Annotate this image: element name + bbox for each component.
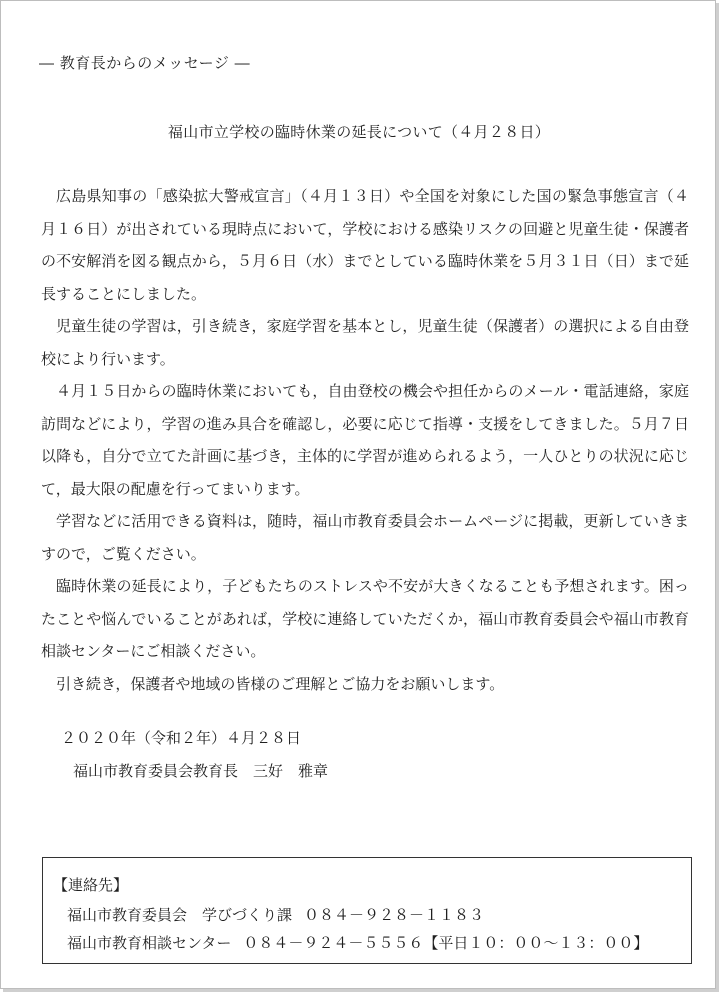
signer-name: 福山市教育委員会教育長 三好 雅章 xyxy=(73,762,329,780)
contact-line-1 xyxy=(67,904,484,925)
message-header: ― 教育長からのメッセージ ― xyxy=(39,54,251,72)
paragraph-2: 児童生徒の学習は，引き続き，家庭学習を基本とし，児童生徒（保護者）の選択による自由登校により行います。 xyxy=(41,317,689,368)
contact-line-2 xyxy=(67,932,648,953)
paragraph-3: ４月１５日からの臨時休業においても，自由登校の機会や担任からのメール・電話連絡，家庭訪問などにより，学習の進み具合を確認し，必要に応じて指導・支援をしてきました。５月７日以降も，自分で立てた計画に基づき，主体的に学習が進められるよう，一人ひとりの状況に応じて，最大限の配慮を行ってまいります。 xyxy=(41,382,689,498)
issue-date: ２０２０年（令和２年）４月２８日 xyxy=(61,729,302,747)
contact-title: 【連絡先】 xyxy=(53,876,129,894)
contact-org: 福山市教育委員会 学びづくり課 xyxy=(67,906,293,924)
paragraph-5: 臨時休業の延長により，子どもたちのストレスや不安が大きくなることも予想されます。困ったことや悩んでいることがあれば，学校に連絡していただくか，福山市教育委員会や福山市教育相談センターにご相談ください。 xyxy=(41,577,689,660)
document-title: 福山市立学校の臨時休業の延長について（４月２８日） xyxy=(167,123,551,141)
paragraph-4: 学習などに活用できる資料は，随時，福山市教育委員会ホームページに掲載，更新していきますので，ご覧ください。 xyxy=(41,512,689,563)
paragraph-1: 広島県知事の「感染拡大警戒宣言」（４月１３日）や全国を対象にした国の緊急事態宣言（４月１６日）が出されている現時点において，学校における感染リスクの回避と児童生徒・保護者の不安解消を図る観点から，５月６日（水）までとしている臨時休業を５月３１日（日）まで延長することにしました。 xyxy=(41,187,689,303)
contact-phone: ０８４－９２８－１１８３ xyxy=(304,906,485,924)
message-body xyxy=(41,180,689,700)
paragraph-6: 引き続き，保護者や地域の皆様のご理解とご協力をお願いします。 xyxy=(56,674,505,693)
contact-hours: 【平日１０：００～１３：００】 xyxy=(423,934,649,952)
contact-phone: ０８４－９２４－５５５６ xyxy=(243,934,424,952)
contact-box xyxy=(42,857,692,964)
contact-org: 福山市教育相談センター xyxy=(67,934,232,952)
